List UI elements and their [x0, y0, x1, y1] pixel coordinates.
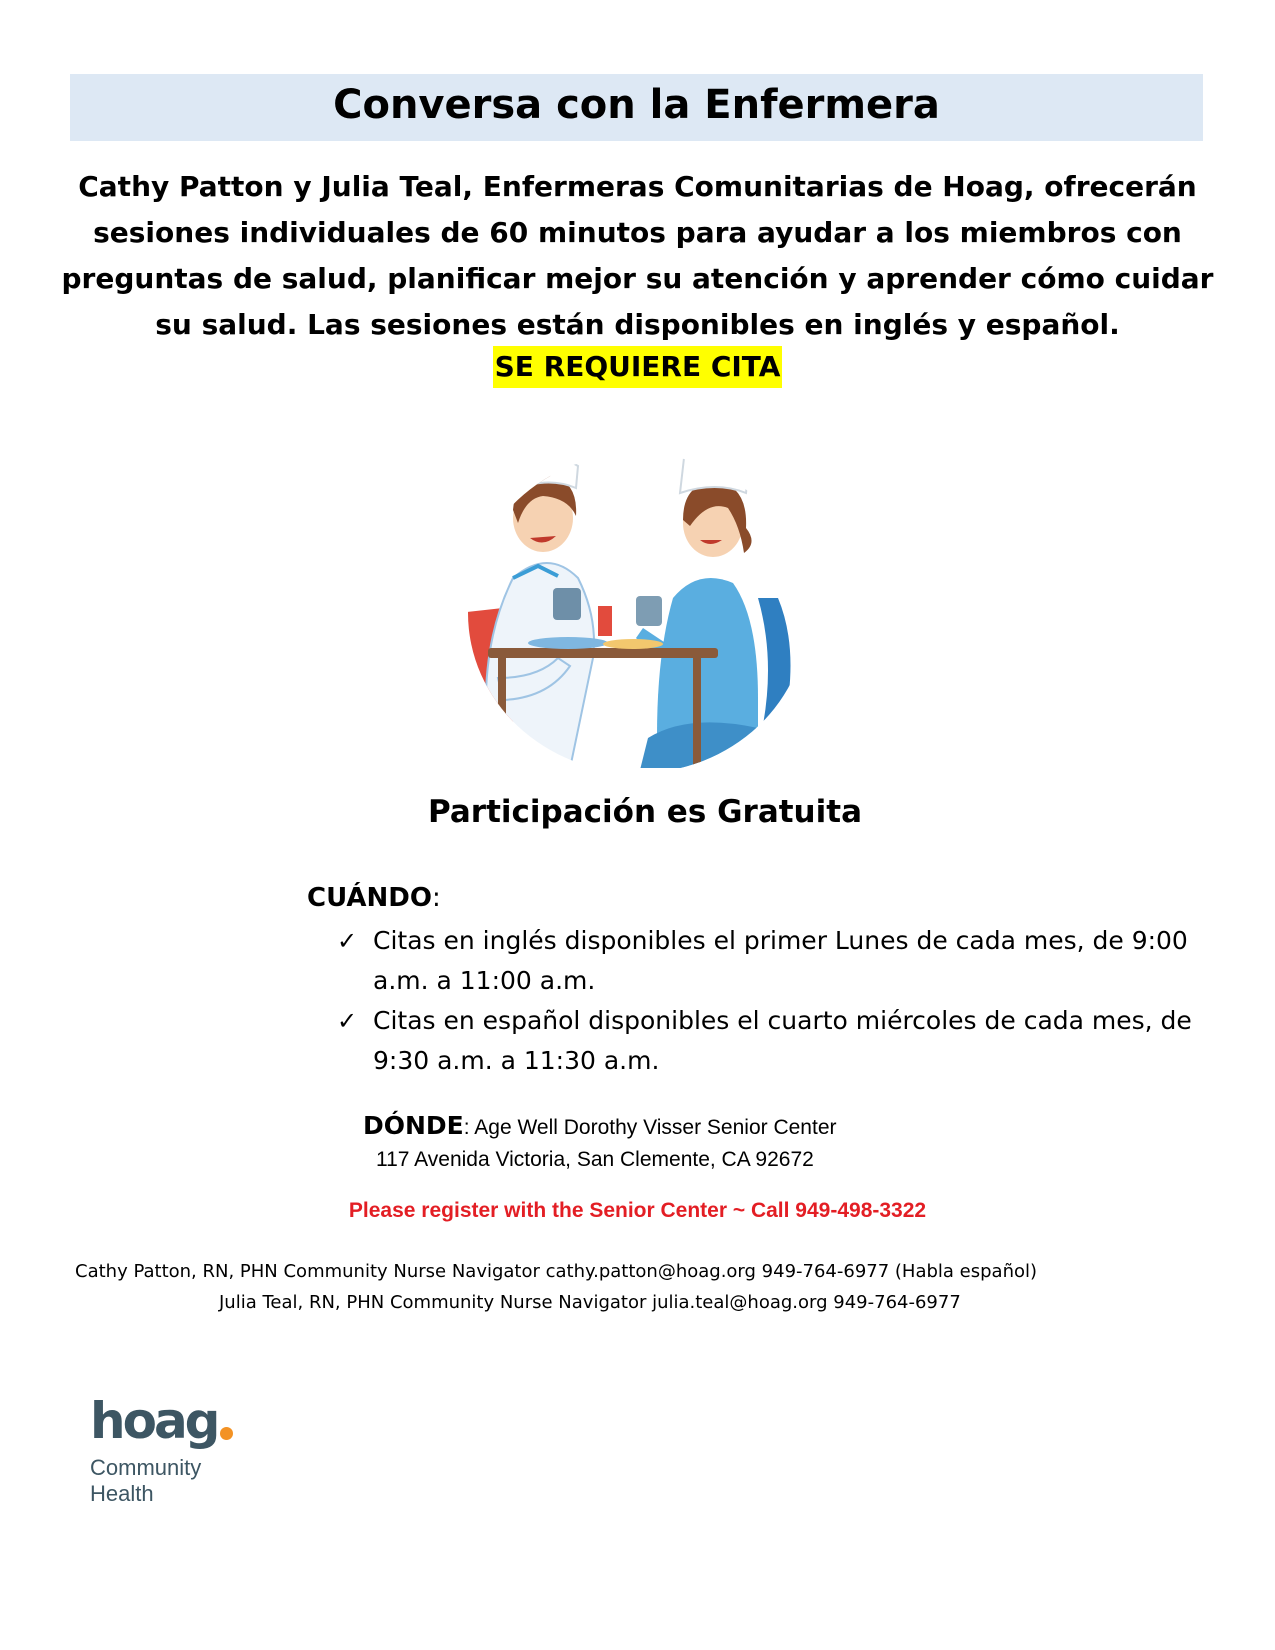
hoag-logo: [90, 1392, 218, 1507]
appointment-required-badge: SE REQUIERE CITA: [493, 346, 783, 388]
intro-paragraph: Cathy Patton y Julia Teal, Enfermeras Comunitarias de Hoag, ofrecerán sesiones individuales de 60 minutos para ayudar a los miembros con preguntas de salud, planificar mejor su atención y aprender cómo cuidar su salud. Las sesiones están disponibles en inglés y español.: [61, 170, 1214, 341]
register-notice: Please register with the Senior Center ~ Call 949-498-3322: [348, 1199, 927, 1222]
page-title: Conversa con la Enfermera: [333, 82, 940, 128]
list-item: [335, 921, 1195, 1001]
schedule-english: Citas en inglés disponibles el primer Lunes de cada mes, de 9:00 a.m. a 11:00 a.m.: [373, 926, 1188, 995]
where-address: 117 Avenida Victoria, San Clemente, CA 92672: [376, 1148, 814, 1171]
contact-julia: Julia Teal, RN, PHN Community Nurse Navigator julia.teal@hoag.org 949-764-6977: [219, 1292, 961, 1313]
appointment-required-line: [0, 346, 1275, 388]
when-label: CUÁNDO: [307, 883, 432, 913]
contact-cathy: Cathy Patton, RN, PHN Community Nurse Navigator cathy.patton@hoag.org 949-764-6977 (Habla español): [75, 1261, 1038, 1282]
logo-line-1: Community: [90, 1455, 202, 1480]
checkmark-icon: ✓: [337, 927, 358, 955]
when-colon: :: [431, 883, 441, 913]
schedule-spanish: Citas en español disponibles el cuarto miércoles de cada mes, de 9:30 a.m. a 11:30 a.m.: [373, 1006, 1192, 1075]
when-heading: [307, 880, 441, 916]
logo-line-2: Health: [90, 1481, 154, 1506]
where-label: DÓNDE: [363, 1111, 464, 1140]
logo-wordmark: hoag: [90, 1392, 218, 1450]
list-item: [335, 1001, 1195, 1081]
checkmark-icon: ✓: [337, 1007, 358, 1035]
two-nurses-having-coffee-illustration: [458, 448, 818, 768]
logo-dot-icon: [220, 1427, 233, 1440]
where-venue: : Age Well Dorothy Visser Senior Center: [463, 1116, 837, 1139]
free-participation-heading: Participación es Gratuita: [428, 794, 862, 830]
schedule-list: [335, 921, 1195, 1081]
where-line: [363, 1110, 837, 1144]
